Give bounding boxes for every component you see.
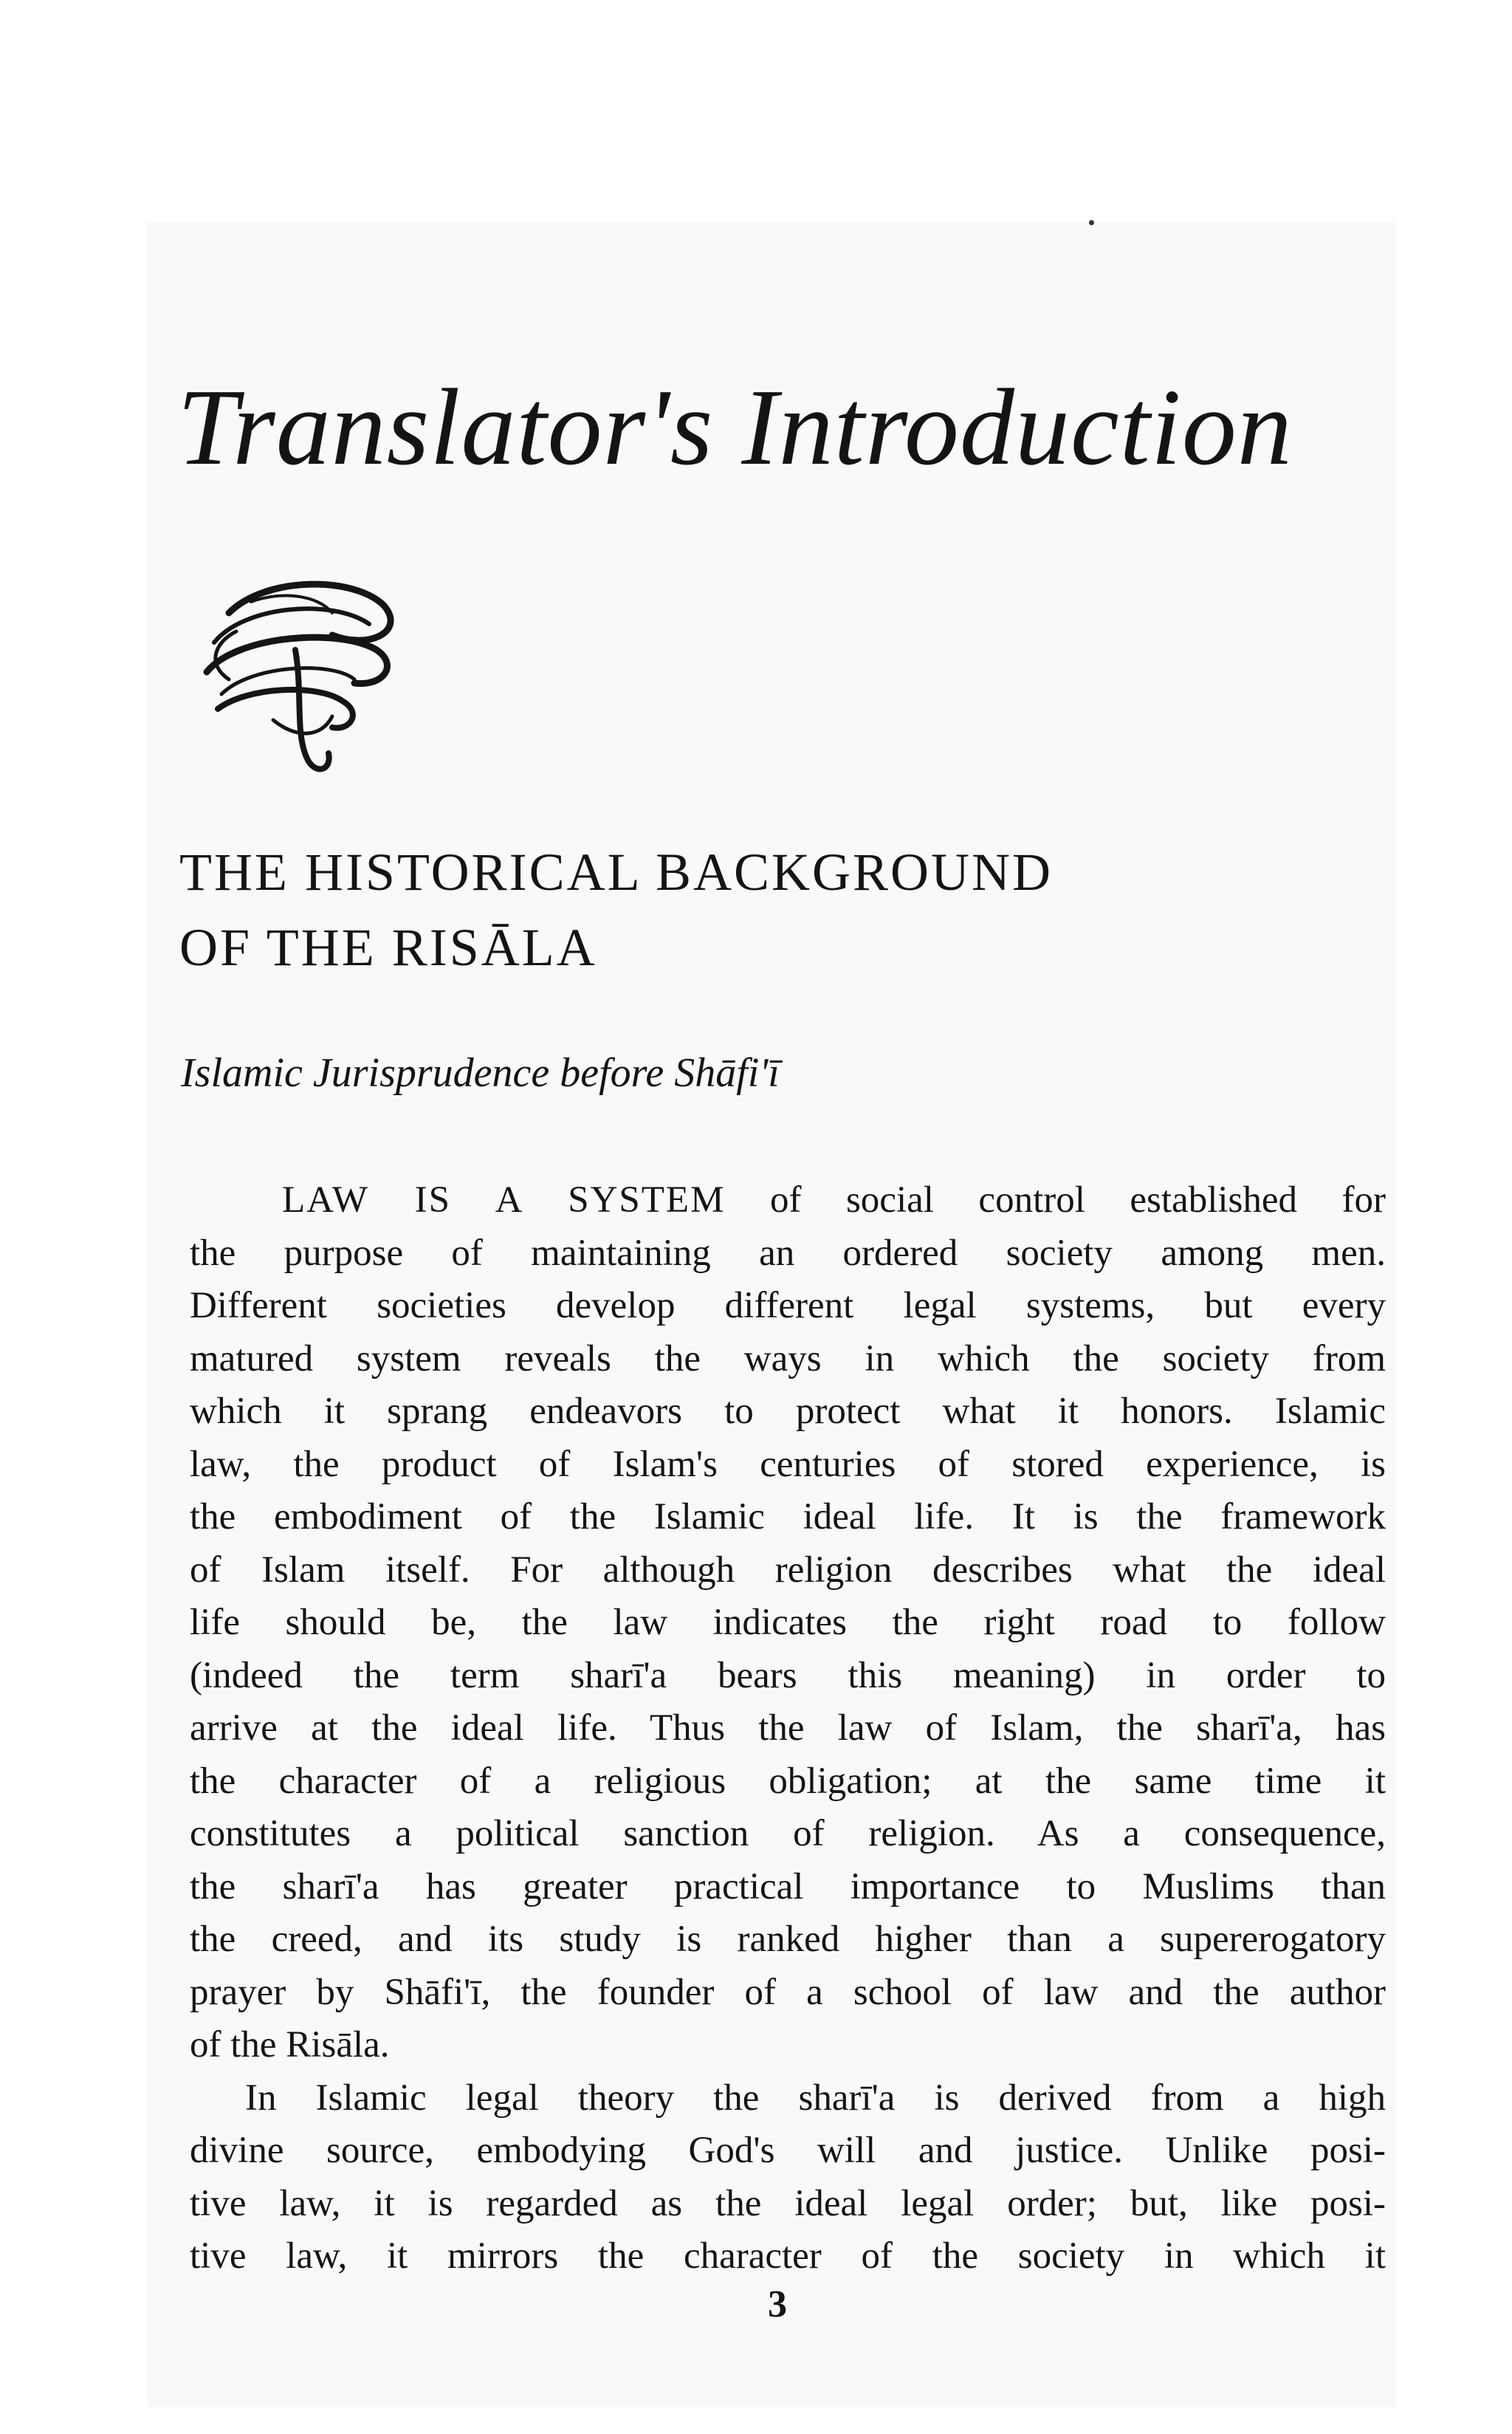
text-line: matured system reveals the ways in which the society from [190,1337,1386,1379]
text-line: In Islamic legal theory the sharī'a is derived from a high [245,2077,1386,2119]
text-line: tive law, it mirrors the character of the society in which it [190,2235,1386,2277]
text-line: tive law, it is regarded as the ideal legal order; but, like posi- [190,2182,1386,2224]
text-line: prayer by Shāfi'ī, the founder of a school of law and the author [190,1971,1386,2013]
lead-in-small-caps: LAW IS A SYSTEM [282,1179,726,1221]
text-line [190,1174,1386,1227]
print-speck [1089,220,1094,225]
text-line: the embodiment of the Islamic ideal life. It is the framework [190,1496,1386,1537]
text-line: of Islam itself. For although religion describes what the ideal [190,1549,1386,1591]
text-line: life should be, the law indicates the right road to follow [190,1602,1386,1643]
text-line: divine source, embodying God's will and justice. Unlike posi- [190,2130,1386,2171]
text-line-fragment: of social control established for [725,1179,1386,1221]
section-heading-line-1: THE HISTORICAL BACKGROUND [179,843,1054,902]
section-heading [179,834,1053,985]
text-line: the creed, and its study is ranked higher than a supererogatory [190,1919,1386,1960]
text-line: of the Risāla. [190,2024,390,2066]
chapter-title: Translator's Introduction [177,367,1293,488]
section-heading-line-2: OF THE RISĀLA [179,918,597,977]
calligraphic-flourish-icon [185,561,413,783]
page-number: 3 [768,2283,787,2325]
text-line: arrive at the ideal life. Thus the law of Islam, the sharī'a, has [190,1707,1386,1749]
text-line: the character of a religious obligation; at the same time it [190,1760,1386,1802]
text-line: the purpose of maintaining an ordered society among men. [190,1232,1386,1274]
text-line: Different societies develop different legal systems, but every [190,1285,1386,1326]
body-text [190,1174,1386,2283]
text-line: the sharī'a has greater practical importance to Muslims than [190,1865,1386,1907]
text-line: which it sprang endeavors to protect what it honors. Islamic [190,1391,1386,1432]
text-line: law, the product of Islam's centuries of stored experience, is [190,1443,1386,1485]
text-line: (indeed the term sharī'a bears this meaning) in order to [190,1654,1386,1696]
subheading: Islamic Jurisprudence before Shāfi'ī [181,1050,780,1096]
text-line: constitutes a political sanction of religion. As a consequence, [190,1813,1386,1854]
